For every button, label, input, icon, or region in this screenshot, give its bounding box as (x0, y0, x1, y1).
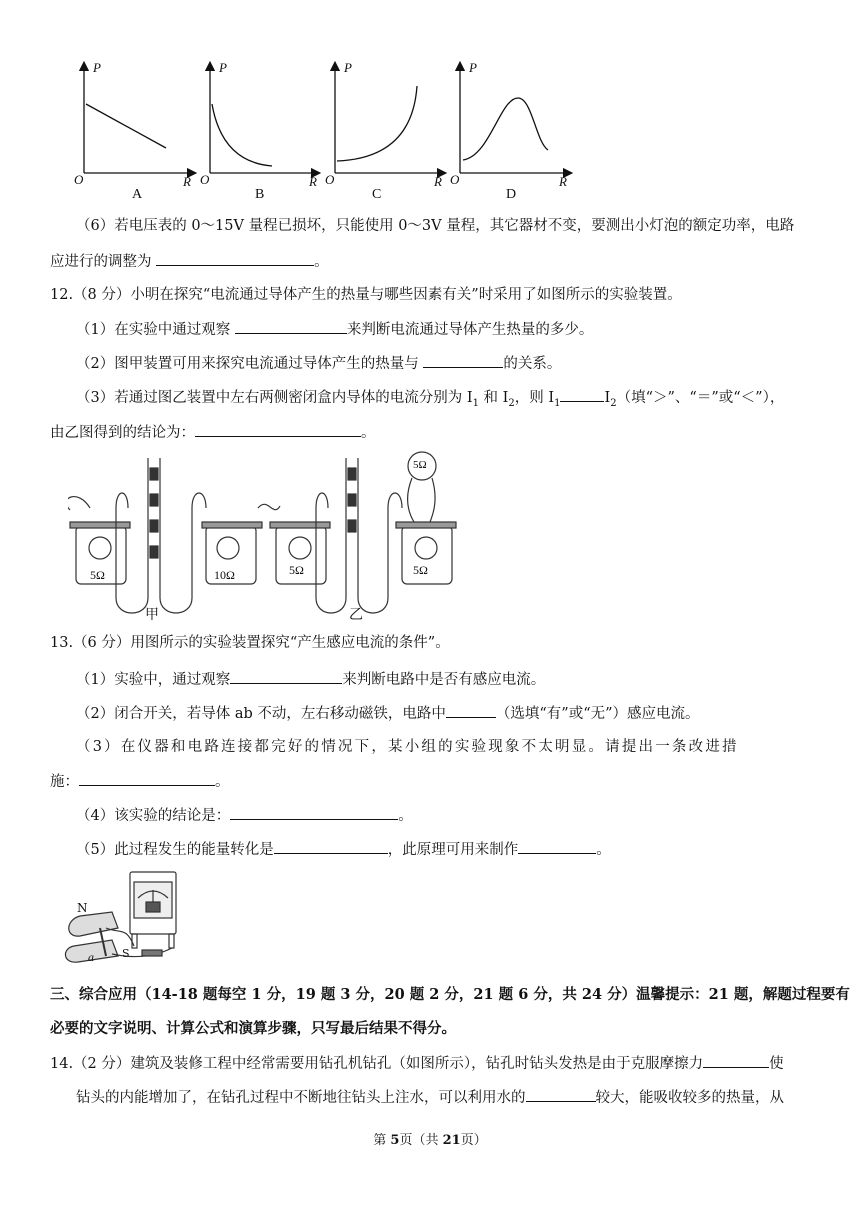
origin-label: O (200, 172, 210, 187)
answer-blank[interactable] (235, 318, 347, 334)
graph-caption: D (506, 187, 517, 202)
resistor-label: 5Ω (289, 563, 304, 577)
q13-part1: （1）实验中，通过观察 来判断电路中是否有感应电流。 (76, 668, 545, 690)
origin-label: O (74, 172, 84, 187)
q12-part3: （3）若通过图乙装置中左右两侧密闭盒内导体的电流分别为 $I_1$ 和 $I_2$，则 $I_1$ $I_2$（填“＞”、“＝”或“＜”）， (76, 386, 784, 414)
graph-b-curve (212, 104, 272, 166)
graph-a-curve (86, 104, 166, 148)
answer-blank[interactable] (703, 1052, 769, 1068)
q14-line2: 钻头的内能增加了，在钻孔过程中不断地往钻头上注水，可以利用水的 较大，能吸收较多的热量，从 (76, 1086, 784, 1108)
q14-line1: 14.（2 分）建筑及装修工程中经常需要用钻孔机钻孔（如图所示），钻孔时钻头发热是由于克服摩擦力 使 (50, 1052, 784, 1074)
figure-label-jia: 甲 (145, 607, 159, 623)
answer-blank[interactable] (446, 702, 496, 718)
answer-blank[interactable] (230, 804, 398, 820)
resistor-label: 5Ω (413, 563, 428, 577)
graph-caption: A (132, 187, 143, 202)
graph-b (210, 66, 316, 173)
q12-apparatus-figure (68, 448, 478, 628)
answer-blank[interactable] (79, 770, 215, 786)
graph-c (335, 66, 442, 173)
answer-blank[interactable] (230, 668, 342, 684)
q12-title: 12.（8 分）小明在探究“电流通过导体产生的热量与哪些因素有关”时采用了如图所示的实验装置。 (50, 287, 682, 303)
q12-part3-cont: 由乙图得到的结论为： 。 (50, 421, 376, 443)
axis-p-label: P (93, 60, 101, 75)
section3-heading-cont: 必要的文字说明、计算公式和演算步骤，只写最后结果不得分。 (50, 1020, 456, 1037)
q13-part3: （3）在仪器和电路连接都完好的情况下，某小组的实验现象不太明显。请提出一条改进措 (76, 739, 739, 755)
answer-blank[interactable] (560, 386, 604, 402)
resistor-label: 5Ω (413, 459, 427, 471)
graph-c-curve (337, 86, 417, 161)
answer-blank[interactable] (526, 1086, 596, 1102)
answer-blank[interactable] (195, 421, 361, 437)
page-footer: 第 5页（共 21页） (373, 1133, 487, 1148)
q13-part4: （4）该实验的结论是： 。 (76, 804, 413, 826)
pr-graphs (60, 58, 580, 208)
axis-r-label: R (434, 174, 442, 189)
answer-blank[interactable] (518, 838, 596, 854)
graph-d-curve (463, 98, 548, 160)
conductor-label-a: a (88, 950, 94, 964)
axis-p-label: P (469, 60, 477, 75)
q11-6-line1: （6）若电压表的 0～15V 量程已损坏，只能使用 0～3V 量程，其它器材不变，要测出小灯泡的额定功率，电路 (76, 218, 795, 234)
q13-title: 13.（6 分）用图所示的实验装置探究“产生感应电流的条件”。 (50, 635, 450, 651)
q11-6-line2: 应进行的调整为 。 (50, 250, 329, 272)
section3-heading: 三、综合应用（14-18 题每空 1 分，19 题 3 分，20 题 2 分，21 题 6 分，共 24 分）温馨提示：21 题，解题过程要有 (50, 986, 850, 1003)
q13-part5: （5）此过程发生的能量转化是 ，此原理可用来制作 。 (76, 838, 611, 860)
graph-a (84, 66, 192, 173)
graph-caption: B (255, 187, 265, 202)
answer-blank[interactable] (274, 838, 388, 854)
origin-label: O (325, 172, 335, 187)
axis-p-label: P (344, 60, 352, 75)
axis-r-label: R (559, 174, 567, 189)
figure-label-yi: 乙 (349, 607, 363, 623)
q12-part1: （1）在实验中通过观察 来判断电流通过导体产生热量的多少。 (76, 318, 593, 340)
magnet-pole-s: S (122, 947, 130, 960)
graph-d (460, 66, 568, 173)
graph-caption: C (372, 187, 382, 202)
horseshoe-magnet (69, 912, 118, 936)
axis-r-label: R (183, 174, 191, 189)
answer-blank[interactable] (156, 250, 314, 266)
q13-part3-cont: 施： 。 (50, 770, 230, 792)
resistor-label: 10Ω (214, 568, 235, 582)
axis-p-label: P (219, 60, 227, 75)
resistor-label: 5Ω (90, 568, 105, 582)
origin-label: O (450, 172, 460, 187)
answer-blank[interactable] (423, 352, 503, 368)
q13-part2: （2）闭合开关，若导体 ab 不动，左右移动磁铁，电路中 （选填“有”或“无”）感应电流。 (76, 702, 700, 724)
q12-part2: （2）图甲装置可用来探究电流通过导体产生的热量与 的关系。 (76, 352, 561, 374)
axis-r-label: R (309, 174, 317, 189)
magnet-pole-n: N (77, 901, 88, 915)
